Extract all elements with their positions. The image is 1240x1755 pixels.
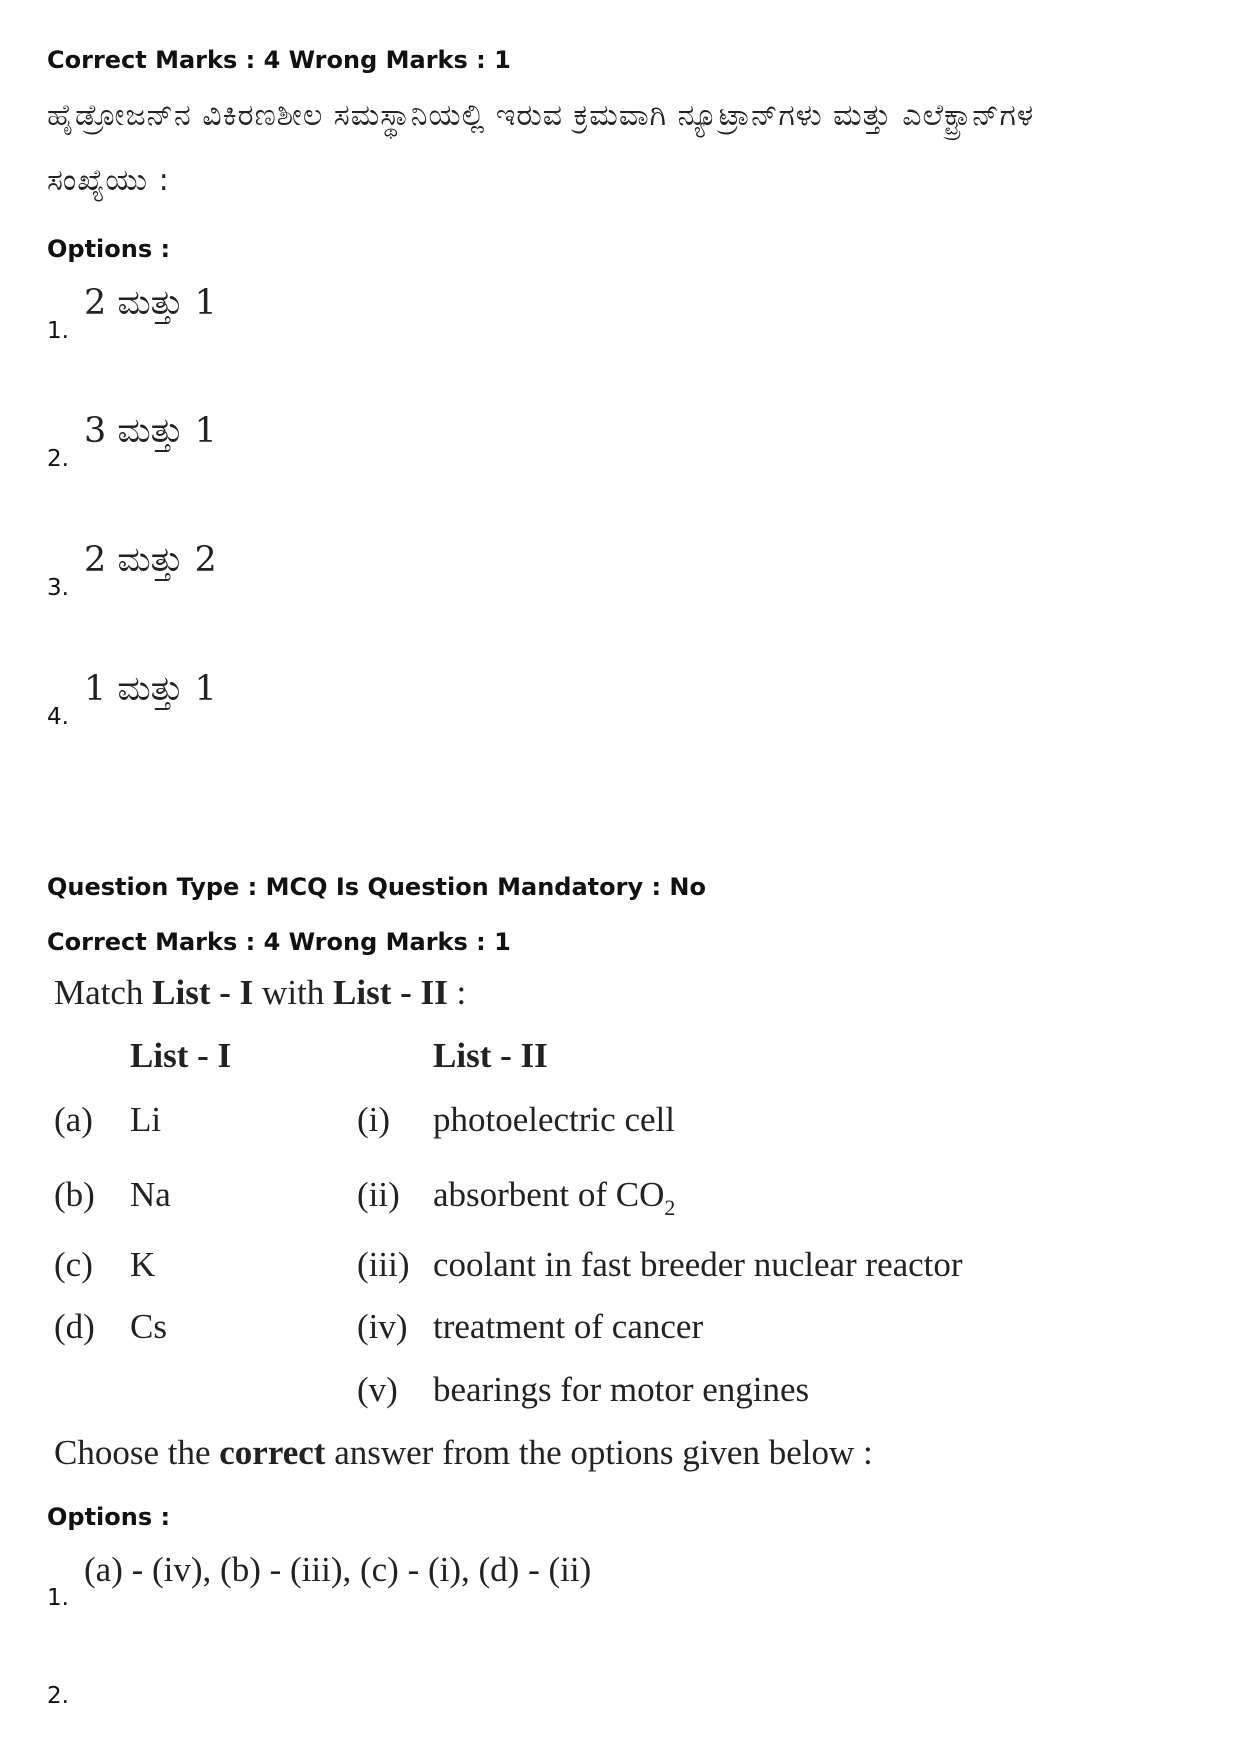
option-number: 2. <box>47 1683 69 1709</box>
row-a-value: Li <box>130 1100 162 1139</box>
choose-pre: Choose the <box>54 1433 220 1472</box>
match-mid: with <box>253 973 334 1012</box>
choose-bold: correct <box>219 1433 326 1472</box>
option-text: 3 ಮತ್ತು 1 <box>84 411 217 451</box>
option-text: (a) - (iv), (b) - (iii), (c) - (i), (d) - (ii) <box>84 1550 592 1589</box>
row-ii-subscript: 2 <box>664 1195 676 1220</box>
q2-type-line: Question Type : MCQ Is Question Mandatory : No <box>47 873 706 901</box>
row-iv-label: (iv) <box>357 1307 408 1346</box>
option-number: 2. <box>47 446 69 472</box>
q1-question-line-2: ಸಂಖ್ಯೆಯು : <box>47 163 170 198</box>
row-iii-label: (iii) <box>357 1245 410 1284</box>
row-i-label: (i) <box>357 1100 391 1139</box>
row-i-value: photoelectric cell <box>433 1100 675 1139</box>
q1-options-label: Options : <box>47 235 171 263</box>
row-c-value: K <box>130 1245 156 1284</box>
option-text: 2 ಮತ್ತು 1 <box>84 283 217 323</box>
list2-header: List - II <box>433 1036 548 1075</box>
option-number: 3. <box>47 575 69 601</box>
q2-choose-instruction <box>54 1433 873 1473</box>
row-ii-text: absorbent of CO <box>433 1175 665 1214</box>
match-list1: List - I <box>152 973 254 1012</box>
option-number: 4. <box>47 704 69 730</box>
list1-header: List - I <box>130 1036 232 1075</box>
row-iv-value: treatment of cancer <box>433 1307 704 1346</box>
option-text: 2 ಮತ್ತು 2 <box>84 540 217 580</box>
match-post: : <box>447 973 467 1012</box>
row-v-value: bearings for motor engines <box>433 1370 810 1409</box>
match-pre: Match <box>54 973 153 1012</box>
row-b-label: (b) <box>54 1175 95 1214</box>
row-d-label: (d) <box>54 1307 95 1346</box>
q2-match-instruction <box>54 973 466 1013</box>
match-list2: List - II <box>333 973 448 1012</box>
choose-post: answer from the options given below : <box>325 1433 873 1472</box>
option-number: 1. <box>47 318 69 344</box>
option-text: 1 ಮತ್ತು 1 <box>84 669 217 709</box>
row-iii-value: coolant in fast breeder nuclear reactor <box>433 1245 963 1284</box>
q1-question-line-1: ಹೈಡ್ರೋಜನ್‌ನ ವಿಕಿರಣಶೀಲ ಸಮಸ್ಥಾನಿಯಲ್ಲಿ ಇರುವ ಕ್ರಮವಾಗಿ ನ್ಯೂಟ್ರಾನ್‌ಗಳು ಮತ್ತು ಎಲೆಕ್ಟ್ರಾನ್‌ಗಳ <box>47 98 1035 133</box>
row-a-label: (a) <box>54 1100 93 1139</box>
row-d-value: Cs <box>130 1307 167 1346</box>
row-b-value: Na <box>130 1175 171 1214</box>
q2-marks: Correct Marks : 4 Wrong Marks : 1 <box>47 928 511 956</box>
q2-options-label: Options : <box>47 1503 171 1531</box>
row-c-label: (c) <box>54 1245 93 1284</box>
option-number: 1. <box>47 1585 69 1611</box>
row-ii-value <box>433 1175 675 1221</box>
q1-marks: Correct Marks : 4 Wrong Marks : 1 <box>47 46 511 74</box>
row-ii-label: (ii) <box>357 1175 400 1214</box>
row-v-label: (v) <box>357 1370 398 1409</box>
